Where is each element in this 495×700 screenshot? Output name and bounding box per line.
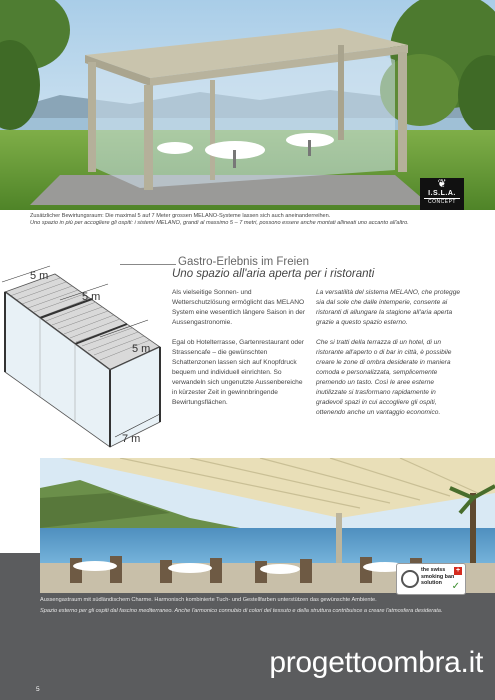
body-column-german xyxy=(172,288,307,418)
bottom-caption-de: Aussengastraum mit südländischem Charme. Harmonisch kombinierte Tuch- und Gestellfarben unterstützen das gewünschte Ambiente. xyxy=(40,597,377,603)
isla-logo-icon: ❦ xyxy=(437,177,447,190)
isla-concept-logo xyxy=(420,178,464,210)
smoking-badge-line3: solution xyxy=(421,580,442,587)
no-smoking-icon xyxy=(401,570,419,588)
dim-label-1: 5 m xyxy=(30,270,49,282)
bottom-caption-it: Spazio esterno per gli ospiti dal fascino mediterraneo. Anche l'armonico connubio di colori del tessuto e della struttura contribuisce a creare l'atmosfera desiderata. xyxy=(40,608,443,615)
swiss-smoking-ban-badge xyxy=(396,563,466,595)
body-column-italian xyxy=(316,288,461,428)
dim-label-4: 7 m xyxy=(122,433,141,445)
heading-rule xyxy=(120,264,176,265)
paragraph-it-2: Che si tratti della terrazza di un hotel, di un ristorante all'aperto o di bar in città, è possibile creare le zone di ombra desiderate in maniera comoda e personalizzata, semplicemente premendo un tasto. Così le aree esterne inutilizzate si trasformano rapidamente in gradevoli spazi in cui accogliere gli ospiti, ottenendo anche un vantaggio economico. xyxy=(316,339,452,416)
isla-logo-name: I.S.L.A. xyxy=(428,190,456,197)
heading-german: Gastro-Erlebnis im Freien xyxy=(178,256,310,268)
isla-logo-sub: CONCEPT xyxy=(424,198,460,206)
paragraph-de-1: Als vielseitige Sonnen- und Wetterschutzlösung ermöglicht das MELANO System eine wesentlich längere Saison in der Aussengastronomie. xyxy=(172,289,306,326)
hero-photo-pavilion xyxy=(0,0,495,210)
top-caption xyxy=(30,213,470,228)
top-caption-de: Zusätzlicher Bewirtungsraum: Die maximal 5 auf 7 Meter grossen MELANO-Systeme lassen sich auch aneinanderreihen. xyxy=(30,213,331,219)
heading-italian: Uno spazio all'aria aperta per i ristoranti xyxy=(172,268,375,280)
modular-roof-diagram xyxy=(0,252,165,452)
smoking-badge-line2: smoking ban xyxy=(421,573,455,580)
dim-label-3: 5 m xyxy=(132,343,151,355)
dim-label-2: 5 m xyxy=(82,291,101,303)
paragraph-it-1: La versatilità del sistema MELANO, che protegge sia dal sole che dalle intemperie, consente ai ristoranti di allungare la stagione all'aria aperta grazie a questo spazio esterno. xyxy=(316,289,461,326)
paragraph-de-2: Egal ob Hotelterrasse, Gartenrestaurant oder Strassencafe – die gewünschten Schattenzonen lassen sich auf Knopfdruck bequem und individuell einrichten. So verwandeln sich ungenutzte Aussenbereiche in kürzester Zeit in gewinnbringende Bewirtungsflächen. xyxy=(172,339,304,406)
smoking-badge-line1: the swiss xyxy=(421,567,446,573)
dimension-diagram xyxy=(0,252,165,452)
top-caption-it: Uno spazio in più per accogliere gli ospiti: i sistemi MELANO, grandi al massimo 5 – 7 metri, possono essere anche montati allineati uno accanto all'altro. xyxy=(30,220,409,227)
page-number: 5 xyxy=(36,686,40,693)
checkmark-icon: ✓ xyxy=(451,581,460,592)
swiss-flag-icon: + xyxy=(455,567,461,574)
bottom-caption xyxy=(40,597,460,616)
website-url: progettoombra.it xyxy=(269,646,483,679)
